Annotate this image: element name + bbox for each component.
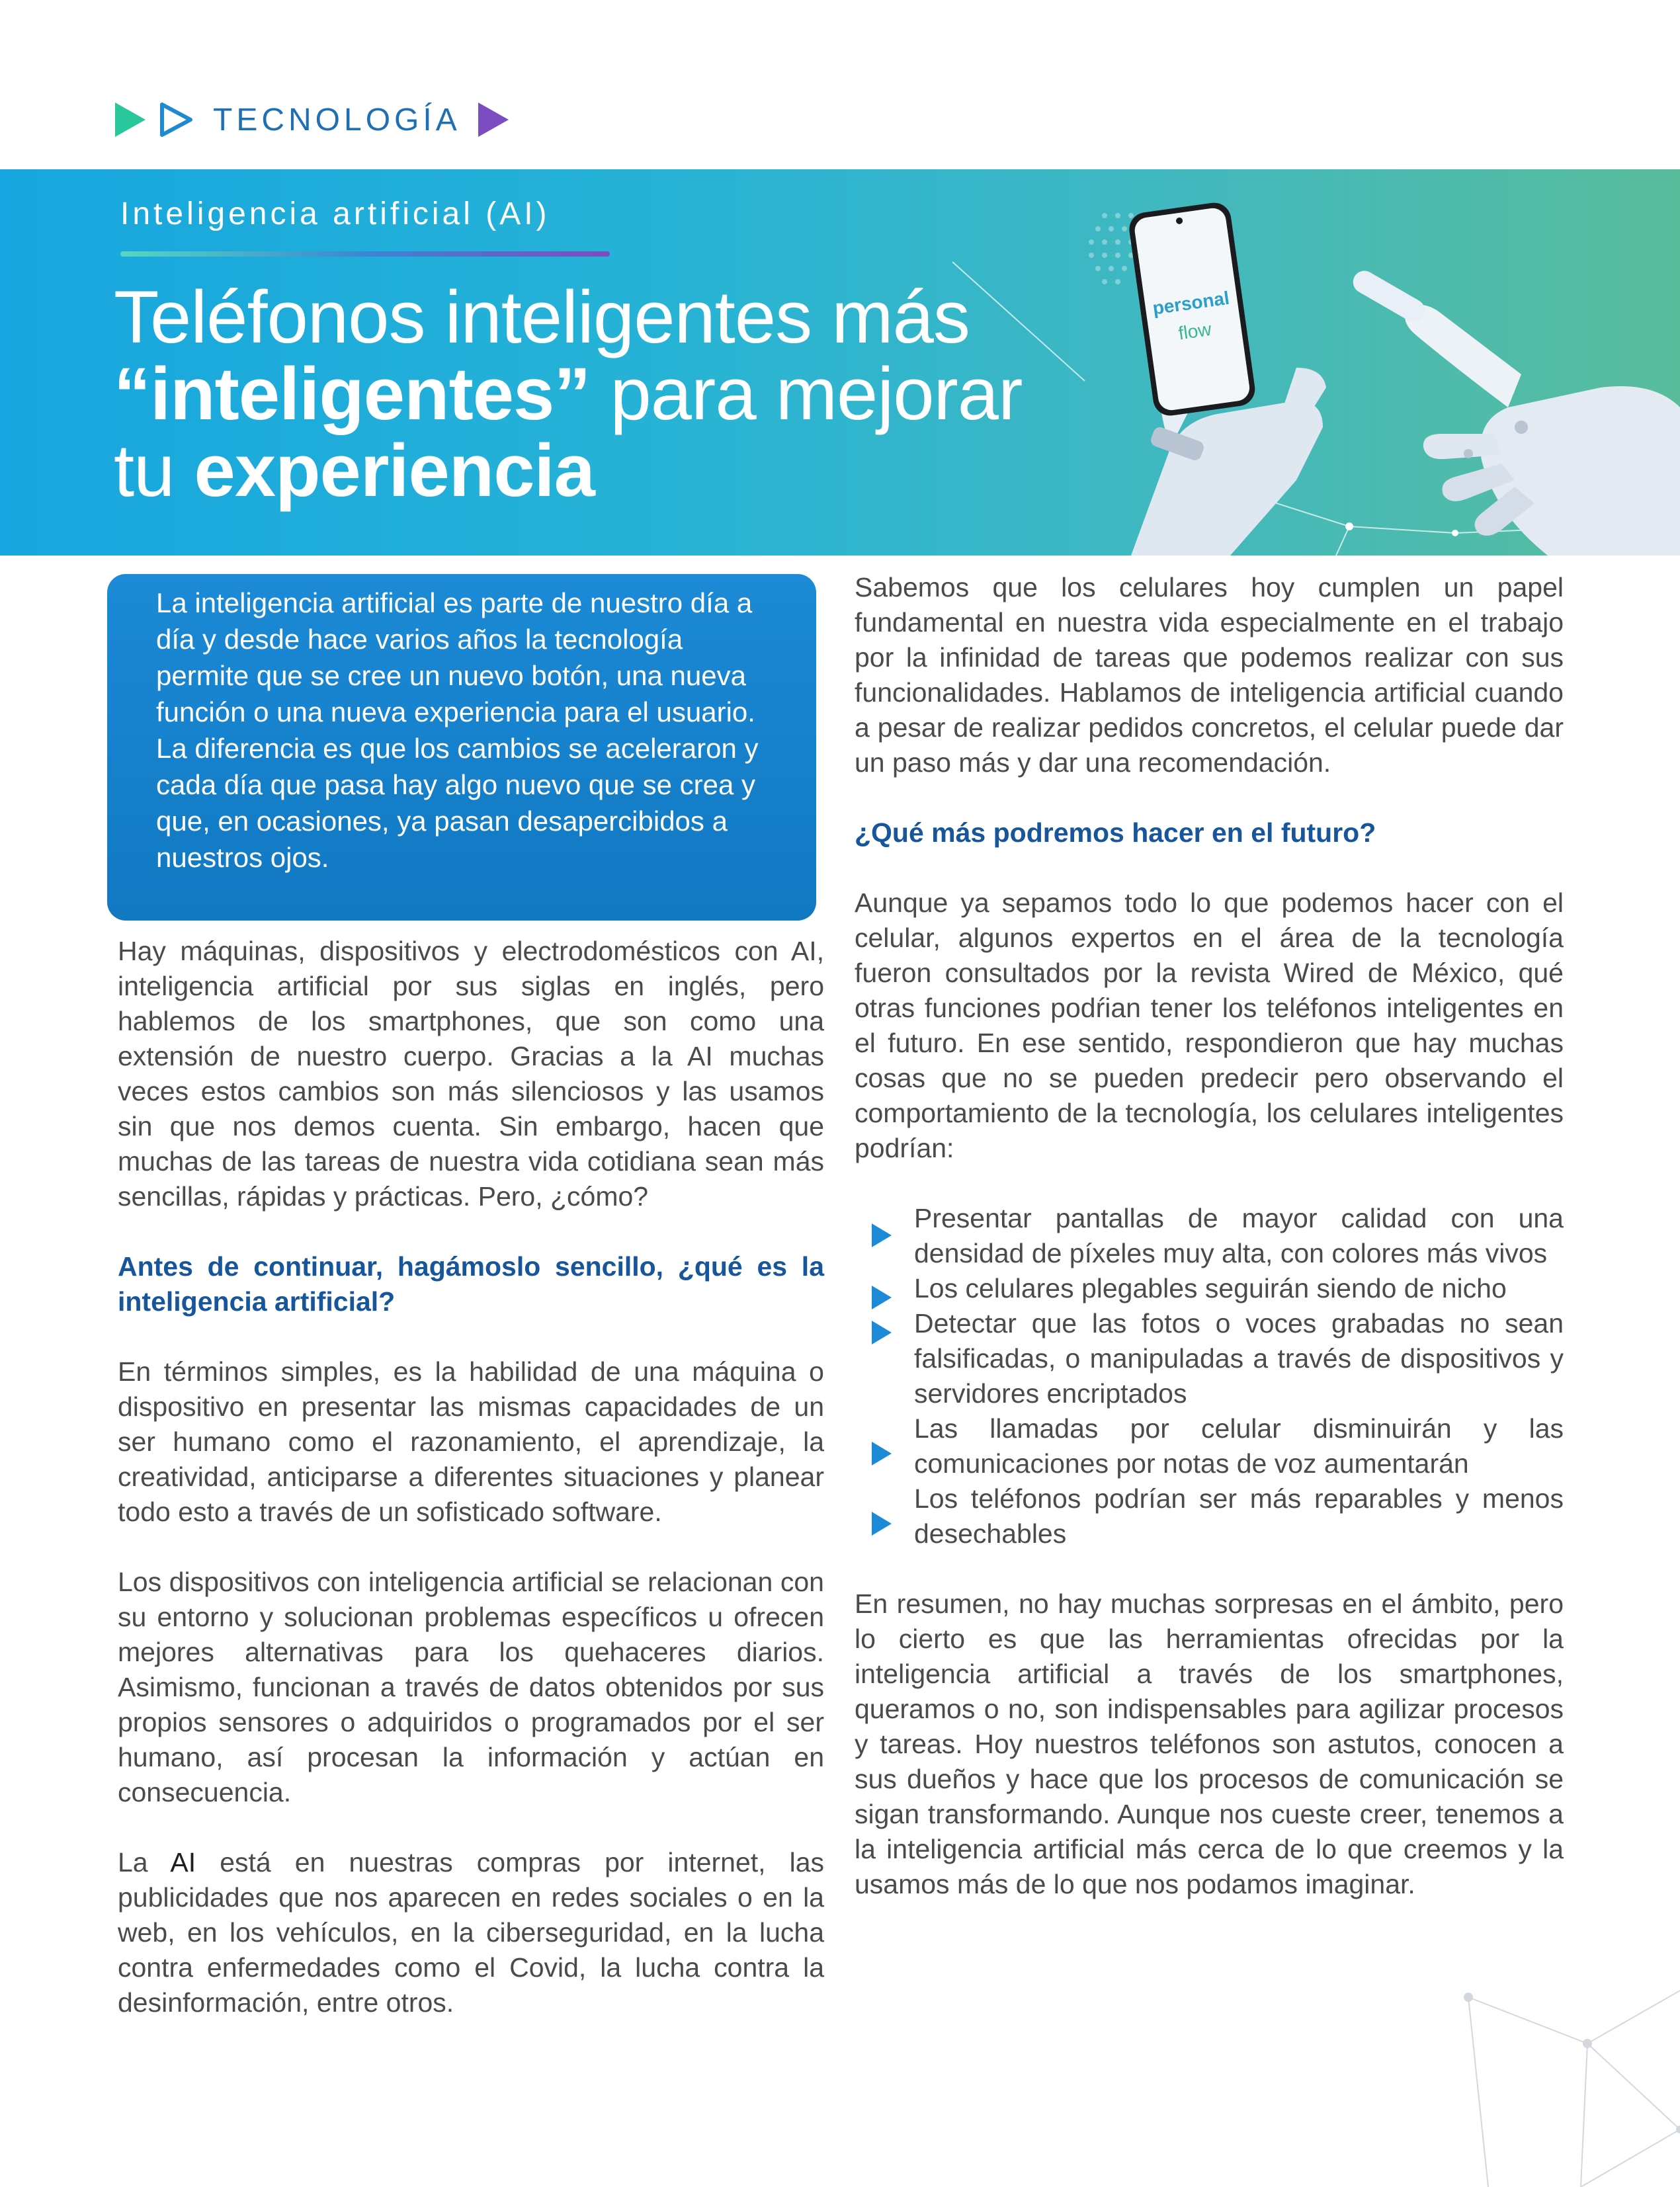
network-decoration (1415, 1977, 1680, 2187)
title-bold-word: “inteligentes” (114, 352, 591, 435)
right-column (855, 570, 1564, 1902)
left-paragraph-4: La AI está en nuestras compras por internet, las publicidades que nos aparecen en redes sociales o en la web, en los vehículos, en la ciberseguridad, en la lucha contra enfermedades como el Covid, la lucha contra la desinformación, entre otros. (118, 1847, 825, 2018)
title-line-1: Teléfonos inteligentes más (114, 276, 970, 358)
bullet-arrow-icon (870, 1440, 893, 1467)
smartphone (1127, 200, 1257, 418)
play-purple-icon (477, 101, 510, 138)
robot-hands-phone-illustration (952, 169, 1680, 556)
bullet-arrow-icon (870, 1319, 893, 1346)
bullet-arrow-icon (870, 1510, 893, 1537)
right-paragraph-1: Sabemos que los celulares hoy cumplen un papel fundamental en nuestra vida especialmente en el trabajo por la infinidad de tareas que podemos realizar con sus funcionalidades. Hablamos de inteligencia artificial cuando a pesar de realizar pedidos concretos, el celular puede dar un paso más y dar una recomendación. (855, 572, 1564, 778)
left-column (118, 934, 824, 2020)
prediction-list (855, 1201, 1564, 1551)
intro-callout (107, 574, 816, 921)
list-item: Las llamadas por celular disminuirán y las comunicaciones por notas de voz aumentarán (855, 1411, 1564, 1481)
right-paragraph-3: En resumen, no hay muchas sorpresas en el ámbito, pero lo cierto es que las herramientas ofrecidas por la inteligencia artificial a través de los smartphones, queramos o no, son indispensables para agilizar procesos y tareas. Hoy nuestros teléfonos son astutos, conocen a sus dueños y hace que los procesos de comunicación se sigan transformando. Aunque nos cueste creer, tenemos a la inteligencia artificial más cerca de lo que creemos y la usamos más de lo que nos podamos imaginar. (855, 1589, 1564, 1899)
ai-highlight: AI (170, 1847, 196, 1878)
section-label: TECNOLOGÍA (213, 102, 461, 138)
robot-hand-right (1349, 267, 1680, 556)
right-heading: ¿Qué más podremos hacer en el futuro? (855, 817, 1376, 848)
list-item: Los celulares plegables seguirán siendo de nicho (855, 1271, 1564, 1306)
play-outline-icon (159, 101, 194, 138)
list-item: Los teléfonos podrían ser más reparables y menos desechables (855, 1481, 1564, 1551)
phone-text-personal: personal (1151, 287, 1231, 319)
list-item: Detectar que las fotos o voces grabadas no sean falsificadas, o manipuladas a través de dispositivos y servidores encriptados (855, 1306, 1564, 1411)
hero-kicker: Inteligencia artificial (AI) (120, 196, 550, 231)
kicker-underline (120, 251, 610, 257)
phone-text-flow: flow (1177, 318, 1213, 344)
left-paragraph-2: En términos simples, es la habilidad de una máquina o dispositivo en presentar las mismas capacidades de un ser humano como el razonamiento, el aprendizaje, la creatividad, anticiparse a diferentes situaciones y planear todo esto a través de un sofisticado software. (118, 1356, 824, 1527)
callout-text: La inteligencia artificial es parte de nuestro día a día y desde hace varios años la tecnología permite que se cree un nuevo botón, una nueva función o una nueva experiencia para el usuario. La diferencia es que los cambios se aceleraron y cada día que pasa hay algo nuevo que se crea y que, en ocasiones, ya pasan desapercibidos a nuestros ojos. (156, 587, 759, 873)
left-paragraph-3: Los dispositivos con inteligencia artificial se relacionan con su entorno y solucionan problemas específicos u ofrecen mejores alternativas para los quehaceres diarios. Asimismo, funcionan a través de datos obtenidos por sus propios sensores o adquiridos o programados por el ser humano, así procesan la información y actúan en consecuencia. (118, 1567, 824, 1807)
hero-banner (0, 169, 1680, 556)
title-line-2: “inteligentes” para mejorar (114, 352, 1023, 435)
bullet-arrow-icon (870, 1222, 893, 1249)
list-item: Presentar pantallas de mayor calidad con una densidad de píxeles muy alta, con colores más vivos (855, 1201, 1564, 1271)
play-filled-icon (114, 101, 147, 138)
title-line-3: tu experiencia (114, 429, 595, 512)
left-paragraph-1: Hay máquinas, dispositivos y electrodomésticos con AI, inteligencia artificial por sus siglas en inglés, pero hablemos de los smartphones, que son como una extensión de nuestro cuerpo. Gracias a la AI muchas veces estos cambios son más silenciosos y las usamos sin que nos demos cuenta. Sin embargo, hacen que muchas de las tareas de nuestra vida cotidiana sean más sencillas, rápidas y prácticas. Pero, ¿cómo? (118, 936, 824, 1212)
right-paragraph-2: Aunque ya sepamos todo lo que podemos hacer con el celular, algunos expertos en el área de la tecnología fueron consultados por la revista Wired de México, qué otras funciones podŕian tener los teléfonos inteligentes en el futuro. En ese sentido, respondieron que hay muchas cosas que no se pueden predecir pero observando el comportamiento de la tecnología, los celulares inteligentes podrían: (855, 887, 1564, 1163)
left-heading: Antes de continuar, hagámoslo sencillo, ¿qué es la inteligencia artificial? (118, 1251, 824, 1317)
page-title (114, 276, 1027, 512)
section-tag (114, 98, 510, 142)
title-bold-word-2: experiencia (194, 429, 595, 512)
